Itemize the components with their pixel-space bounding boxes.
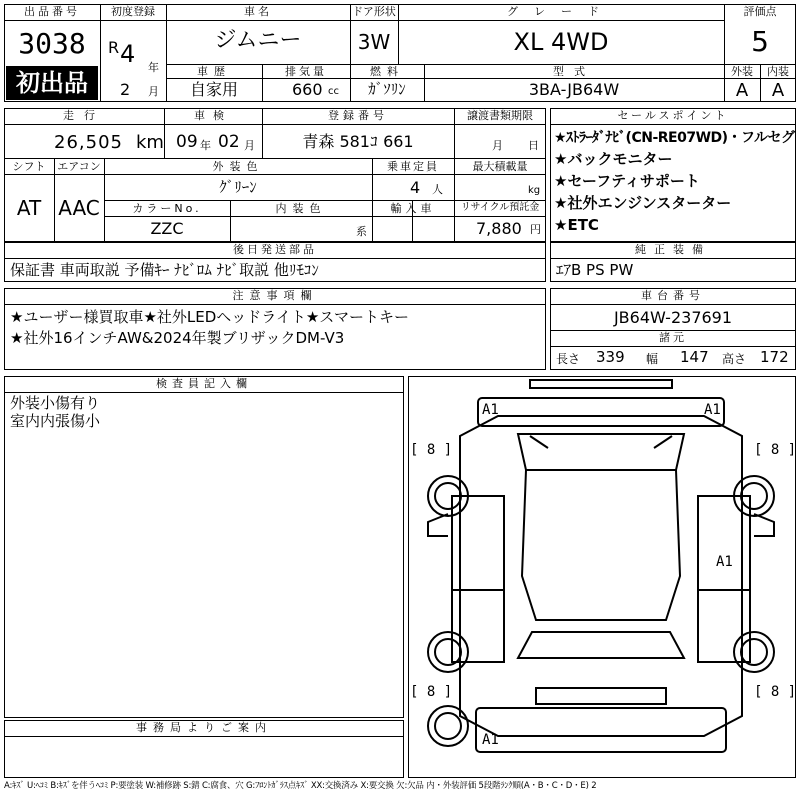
mark-a1-rear: A1 bbox=[482, 732, 499, 748]
equipment-label: 純正装備 bbox=[635, 243, 711, 256]
width-value: 147 bbox=[680, 348, 709, 366]
tire-depth-fr: [ 8 ] bbox=[754, 442, 796, 458]
office-label: 事務局よりご案内 bbox=[136, 721, 272, 734]
sales-point-5: ★ETC bbox=[554, 216, 599, 234]
grade-value: XL 4WD bbox=[513, 28, 609, 56]
import-label: 輸入車 bbox=[390, 202, 436, 215]
length-value: 339 bbox=[596, 348, 625, 366]
first-reg-label: 初度登録 bbox=[111, 5, 155, 18]
legend-text: A:ｷｽﾞ U:ﾍｺﾐ B:ｷｽﾞを伴うﾍｺﾐ P:要塗装 W:補修跡 S:錆 C:腐食、穴 G:ﾌﾛﾝﾄｶﾞﾗｽ点ｷｽﾞ XX:交換済み X:要交換 欠:欠品 内・外装評価 5段階ﾗﾝｸ順(A・B・C・D・E) 2 bbox=[4, 781, 597, 791]
first-listing-text: 初出品 bbox=[16, 69, 88, 97]
sales-point-4: ★社外エンジンスターター bbox=[554, 194, 732, 212]
plate-label: 登録番号 bbox=[328, 109, 388, 122]
int-label: 内装 bbox=[767, 65, 789, 78]
height-value: 172 bbox=[760, 348, 789, 366]
int-grade: A bbox=[771, 80, 785, 101]
color-label: 外装色 bbox=[212, 160, 264, 173]
history-label: 車歴 bbox=[197, 65, 231, 78]
car-name: ジムニー bbox=[214, 28, 302, 53]
ext-label: 外装 bbox=[731, 65, 753, 78]
reg-year-unit: 年 bbox=[148, 61, 159, 74]
door-label: ドア形状 bbox=[352, 5, 396, 18]
sales-point-2: ★バックモニター bbox=[554, 150, 673, 168]
ac-value: AAC bbox=[58, 196, 100, 220]
notes-label: 注意事項欄 bbox=[232, 289, 318, 302]
inspection-year-unit: 年 bbox=[200, 139, 211, 152]
mileage-value: 26,505 bbox=[54, 132, 123, 153]
notes-line-1: ★ユーザー様買取車★社外LEDヘッドライト★スマートキー bbox=[10, 308, 409, 326]
history-value: 自家用 bbox=[189, 80, 238, 99]
mark-a1-front-right: A1 bbox=[704, 402, 721, 418]
inspector-line-1: 外装小傷有り bbox=[10, 394, 101, 412]
inspection-month: 02 bbox=[218, 132, 240, 152]
inspection-year: 09 bbox=[176, 132, 198, 152]
ac-label: エアコン bbox=[57, 160, 101, 173]
color-no-label: カラーNo. bbox=[132, 202, 202, 215]
capacity-unit: 人 bbox=[432, 183, 443, 196]
reg-era: R bbox=[108, 38, 120, 57]
model-value: 3BA-JB64W bbox=[528, 80, 620, 99]
score-label: 評価点 bbox=[743, 5, 777, 18]
name-label: 車名 bbox=[244, 5, 272, 18]
chassis-number: JB64W-237691 bbox=[613, 308, 733, 327]
tire-depth-rr: [ 8 ] bbox=[754, 684, 796, 700]
inspector-label: 検査員記入欄 bbox=[156, 377, 252, 390]
shift-label: シフト bbox=[12, 160, 46, 173]
load-unit: kg bbox=[528, 185, 541, 196]
inspection-month-unit: 月 bbox=[244, 139, 255, 152]
transfer-label: 譲渡書類期限 bbox=[467, 109, 533, 122]
mark-a1-right-door: A1 bbox=[716, 554, 733, 570]
lot-number: 3038 bbox=[18, 27, 86, 60]
tire-depth-rl: [ 8 ] bbox=[410, 684, 453, 700]
sales-point-3: ★セーフティサポート bbox=[554, 172, 700, 190]
tire-depth-fl: [ 8 ] bbox=[410, 442, 453, 458]
cc-value: 660 bbox=[292, 80, 323, 99]
capacity-value: 4 bbox=[410, 178, 421, 197]
later-parts-label: 後日発送部品 bbox=[233, 243, 317, 256]
reg-year: 4 bbox=[120, 40, 136, 68]
fuel-value: ｶﾞｿﾘﾝ bbox=[368, 80, 406, 98]
model-label: 型式 bbox=[553, 65, 595, 78]
sales-point-1: ★ｽﾄﾗｰﾀﾞﾅﾋﾞ(CN-RE07WD)・フルセグ bbox=[554, 130, 795, 146]
length-label: 長さ bbox=[556, 352, 581, 366]
later-parts-text: 保証書 車両取説 予備ｷｰ ﾅﾋﾞﾛﾑ ﾅﾋﾞ取説 他ﾘﾓｺﾝ bbox=[10, 261, 319, 279]
color-no-value: ZZC bbox=[150, 219, 184, 238]
width-label: 幅 bbox=[646, 352, 659, 366]
grade-label: グレード bbox=[507, 5, 615, 18]
ext-grade: A bbox=[735, 80, 749, 101]
color-value: ｸﾞﾘｰﾝ bbox=[219, 178, 257, 196]
spare-tire bbox=[476, 708, 726, 752]
equipment-text: ｴｱB PS PW bbox=[556, 261, 634, 279]
lot-label: 出品番号 bbox=[24, 5, 80, 18]
inspection-label: 車検 bbox=[194, 109, 232, 122]
notes-line-2: ★社外16インチAW&2024年製ブリザックDM-V3 bbox=[10, 329, 345, 347]
roof bbox=[522, 470, 680, 620]
recycle-unit: 円 bbox=[530, 223, 541, 236]
dims-label: 諸元 bbox=[659, 331, 687, 344]
sales-points-label: セールスポイント bbox=[617, 109, 729, 122]
inspector-line-2: 室内内張傷小 bbox=[10, 412, 101, 430]
capacity-label: 乗車定員 bbox=[387, 160, 439, 173]
interior-color-label: 内装色 bbox=[275, 202, 327, 215]
reg-month-unit: 月 bbox=[148, 85, 159, 98]
door-type: 3W bbox=[357, 30, 391, 54]
score-value: 5 bbox=[751, 25, 769, 58]
transfer-day-unit: 日 bbox=[528, 139, 539, 152]
chassis-label: 車台番号 bbox=[641, 289, 705, 302]
shift-value: AT bbox=[16, 196, 42, 220]
details-section bbox=[4, 108, 546, 242]
reg-month: 2 bbox=[120, 80, 131, 99]
front-bumper bbox=[530, 380, 672, 388]
load-label: 最大積載量 bbox=[472, 160, 528, 173]
recycle-label: リサイクル預託金 bbox=[460, 202, 540, 213]
mark-a1-front-left: A1 bbox=[482, 402, 499, 418]
interior-color-unit: 系 bbox=[356, 225, 367, 238]
plate-value: 青森 581ｺ 661 bbox=[302, 132, 414, 151]
fuel-label: 燃料 bbox=[370, 65, 404, 78]
rear-bumper bbox=[536, 688, 666, 704]
recycle-value: 7,880 bbox=[476, 219, 522, 238]
windshield bbox=[518, 434, 684, 470]
height-label: 高さ bbox=[722, 352, 747, 366]
cc-unit: cc bbox=[328, 86, 339, 97]
front-panel bbox=[478, 398, 724, 426]
rear-window bbox=[518, 632, 684, 658]
cc-label: 排気量 bbox=[285, 65, 327, 78]
mileage-unit: km bbox=[136, 132, 164, 153]
mileage-label: 走行 bbox=[63, 109, 105, 122]
transfer-month-unit: 月 bbox=[492, 139, 503, 152]
car-diagram bbox=[408, 376, 796, 778]
